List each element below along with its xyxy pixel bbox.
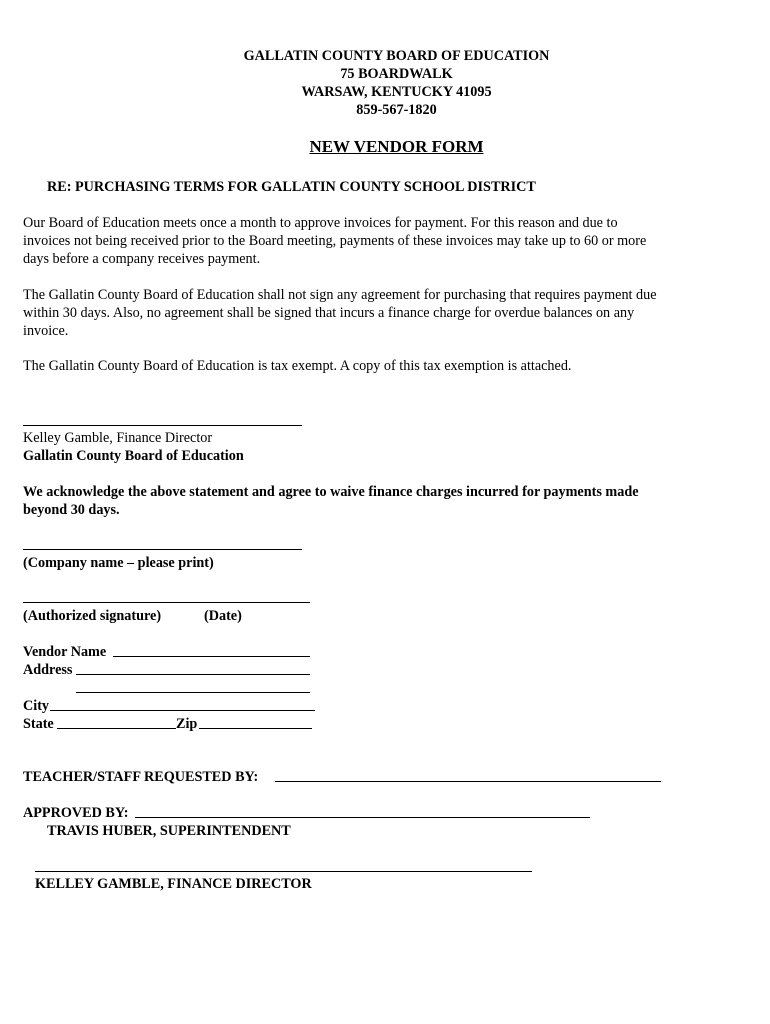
approved-by-field[interactable]	[135, 817, 590, 818]
org-name: GALLATIN COUNTY BOARD OF EDUCATION	[243, 48, 550, 64]
vendor-name-field[interactable]	[113, 656, 310, 657]
paragraph-line: invoices not being received prior to the Board meeting, payments of these invoices may take up to 60 or more	[23, 233, 647, 249]
address-field-line-2[interactable]	[76, 692, 310, 693]
address-field[interactable]	[76, 674, 310, 675]
requested-by-label: TEACHER/STAFF REQUESTED BY:	[23, 769, 259, 785]
finance-director-org: Gallatin County Board of Education	[23, 448, 244, 464]
paragraph-agreement	[23, 286, 713, 340]
paragraph-tax-exempt	[23, 357, 713, 375]
paragraph-line: within 30 days. Also, no agreement shall be signed that incurs a finance charge for overdue balances on any	[23, 305, 635, 321]
re-line: RE: PURCHASING TERMS FOR GALLATIN COUNTY SCHOOL DISTRICT	[47, 179, 536, 195]
paragraph-line: The Gallatin County Board of Education shall not sign any agreement for purchasing that requires payment due	[23, 287, 657, 303]
paragraph-line: The Gallatin County Board of Education is tax exempt. A copy of this tax exemption is attached.	[23, 358, 572, 374]
finance-director-name: Kelley Gamble, Finance Director	[23, 430, 213, 446]
vendor-name-label: Vendor Name	[23, 644, 107, 660]
superintendent-name: TRAVIS HUBER, SUPERINTENDENT	[47, 823, 291, 839]
address-label: Address	[23, 662, 73, 678]
org-phone: 859-567-1820	[356, 102, 437, 118]
zip-field[interactable]	[199, 728, 312, 729]
authorized-signature-label: (Authorized signature)	[23, 608, 162, 624]
acknowledgement-line-1: We acknowledge the above statement and agree to waive finance charges incurred for payments made	[23, 484, 639, 500]
date-label: (Date)	[204, 608, 242, 624]
paragraph-board-meeting	[23, 214, 713, 268]
zip-label: Zip	[176, 716, 198, 732]
city-field[interactable]	[50, 710, 315, 711]
authorized-signature-field[interactable]	[23, 602, 310, 603]
finance-director-signature-line[interactable]	[23, 425, 302, 426]
finance-director-approval-field[interactable]	[35, 871, 532, 872]
requested-by-field[interactable]	[275, 781, 661, 782]
city-label: City	[23, 698, 50, 714]
state-field[interactable]	[57, 728, 176, 729]
acknowledgement-line-2: beyond 30 days.	[23, 502, 120, 518]
paragraph-line: days before a company receives payment.	[23, 251, 261, 267]
company-name-field[interactable]	[23, 549, 302, 550]
company-name-label: (Company name – please print)	[23, 555, 214, 571]
paragraph-line: Our Board of Education meets once a month to approve invoices for payment. For this reason and due to	[23, 215, 618, 231]
state-label: State	[23, 716, 54, 732]
page-title: NEW VENDOR FORM	[309, 137, 484, 156]
org-city-state-zip: WARSAW, KENTUCKY 41095	[301, 84, 492, 100]
org-street: 75 BOARDWALK	[340, 66, 453, 82]
paragraph-line: invoice.	[23, 323, 69, 339]
approved-by-label: APPROVED BY:	[23, 805, 129, 821]
finance-director-approval-label: KELLEY GAMBLE, FINANCE DIRECTOR	[35, 876, 312, 892]
